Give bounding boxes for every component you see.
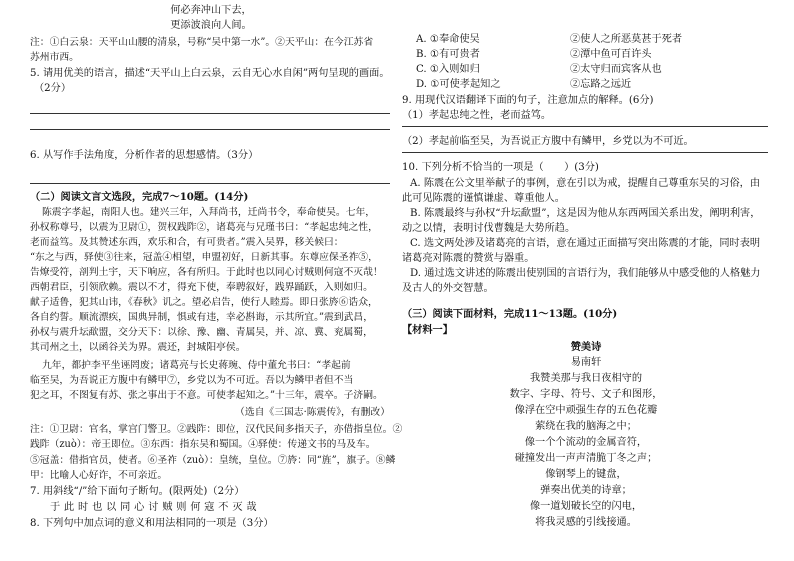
passage-line: 孙权称尊号，以震为卫尉①，贺权践阼②，诸葛亮与兄瑾书曰：“孝起忠纯之性， xyxy=(30,222,378,233)
poem-line: 数字、字母、符号、文子和图形， xyxy=(509,389,663,400)
poem-author: 易南轩 xyxy=(570,357,602,368)
answer-line[interactable] xyxy=(402,126,768,127)
passage-line: 孙权与震升坛歃盟，交分天下：以徐、豫、幽、青属吴，并、凉、冀、兖属蜀， xyxy=(30,327,373,338)
q10-option-a-cont: 此可见陈震的谨慎谦虚、尊重他人。 xyxy=(402,193,565,204)
section-heading: （三）阅读下面材料，完成11～13题。(10分) xyxy=(402,308,618,320)
question-10: 10. 下列分析不恰当的一项是（ ）(3分) xyxy=(402,162,599,173)
poem-line: 像一个个流动的金属音符， xyxy=(524,437,648,448)
answer-line[interactable] xyxy=(30,113,390,114)
passage-line: 告燎受符，剖判土宇，天下响应，各有所归。于此时也以同心讨贼则何寇不灭哉！ xyxy=(30,267,383,278)
poem-line: 像浮在空中顽强生存的五色花瓣 xyxy=(514,405,658,416)
poem-line: 萦绕在我的脑海之中； xyxy=(535,421,637,432)
passage-line: 献子适鲁，犯其山讳，《春秋》讥之。望必启告，使行人睦焉。即日张旍⑥诰众， xyxy=(30,297,378,308)
passage-line: 其司州之土，以函谷关为界。震还，封城阳亭侯。 xyxy=(30,342,246,353)
note-line: 苏州市西。 xyxy=(30,52,79,63)
poem-line: 像一道划破长空的闪电， xyxy=(529,501,643,512)
q8-option-d-2: ②忘路之远近 xyxy=(570,79,632,90)
q8-option-a-2: ②使人之所恶莫甚于死者 xyxy=(570,34,683,45)
passage-source: （选自《三国志·陈震传》，有删改） xyxy=(235,407,390,418)
q8-option-c-1[interactable]: C. ①入则如归 xyxy=(416,64,480,75)
note-line: 注：①卫尉：官名，掌宫门警卫。②践阼：即位，汉代民间多指天子，亦借指皇位。② xyxy=(30,424,403,435)
passage-line: 陈震字孝起，南阳人也。建兴三年，入拜尚书，迁尚书令，奉命使吴。七年， xyxy=(42,207,376,218)
question-8: 8. 下列句中加点词的意义和用法相同的一项是（3分） xyxy=(30,518,274,529)
poem-line: 像钢琴上的键盘， xyxy=(545,469,627,480)
right-column xyxy=(402,0,770,561)
passage-line: “东之与西，驿使③往来，冠盖④相望，申盟初好，日新其事。东尊应保圣祚⑤， xyxy=(30,252,378,263)
passage-line: 各自约誓。顺流漂疾，国典异制，惧或有违，幸必斟诲，示其所宜。”震到武昌， xyxy=(30,312,373,323)
q10-option-b-cont: 动之以情，表明讨伐曹魏是大势所趋。 xyxy=(402,223,576,234)
passage-line: 犯之耳，不图复有苏、张之事出于不意。可使孝起知之。”十三年，震卒。子济嗣。 xyxy=(30,390,383,401)
q8-option-d-1[interactable]: D. ①可使孝起知之 xyxy=(416,79,501,90)
q10-option-b[interactable]: B. 陈震最终与孙权“升坛歃盟”，这是因为他从东西两国关系出发，阐明利害， xyxy=(410,208,761,219)
q8-option-b-1[interactable]: B. ①有可贵者 xyxy=(416,49,480,60)
passage-line: 九年，都护李平坐诬罔废；诸葛亮与长史蒋琬、侍中董允书曰：“孝起前 xyxy=(42,360,351,371)
poem-line: 将我灵感的引线接通。 xyxy=(535,517,637,528)
q10-option-c[interactable]: C. 选文两处涉及诸葛亮的言语，意在通过正面描写突出陈震的才能，同时表明 xyxy=(410,238,761,249)
note-line: 甲：比喻人心好诈，不可亲近。 xyxy=(30,470,168,481)
question-9-1: （1）孝起忠纯之性，老而益笃。 xyxy=(402,110,552,121)
question-7-sentence[interactable]: 于 此 时 也 以 同 心 讨 贼 则 何 寇 不 灭 哉 xyxy=(50,502,257,513)
note-line: 践阼（zuò）：帝王即位。③东西：指东吴和蜀国。④驿使：传递文书的马及车。 xyxy=(30,439,376,450)
note-line: 注：①白云泉：天平山山腰的清泉，号称“吴中第一水”。②天平山：在今江苏省 xyxy=(30,37,374,48)
question-9-2: （2）孝起前临至吴，为吾说正方腹中有鳞甲，乡党以为不可近。 xyxy=(402,136,694,147)
answer-line[interactable] xyxy=(402,152,768,153)
left-column xyxy=(30,0,403,561)
q10-option-c-cont: 诸葛亮对陈震的赞赏与器重。 xyxy=(402,253,535,264)
question-5: 5. 请用优美的语言，描述“天平山上白云泉，云自无心水自闲”两句呈现的画面。 xyxy=(30,68,390,79)
q8-option-c-2: ②太守归而宾客从也 xyxy=(570,64,662,75)
passage-line: 老而益笃。及其赞述东西，欢乐和合，有可贵者。”震入吴界，移关候曰： xyxy=(30,237,344,248)
poem-line: 更添波浪向人间。 xyxy=(170,20,252,31)
material-label: 【材料一】 xyxy=(402,324,453,336)
passage-line: 临至吴，为吾说正方腹中有鳞甲⑦，乡党以为不可近。吾以为鳞甲者但不当 xyxy=(30,375,354,386)
q10-option-d-cont: 及古人的外交智慧。 xyxy=(402,283,494,294)
note-line: ⑤冠盖：借指官员，使者。⑥圣祚（zuò）：皇统，皇位。⑦旍：同“旌”，旗子。⑧鳞 xyxy=(30,455,396,466)
poem-line: 弹奏出优美的诗章； xyxy=(540,485,632,496)
answer-line[interactable] xyxy=(30,183,390,184)
question-7: 7. 用斜线“/”给下面句子断句。(限两处)（2分） xyxy=(30,486,245,497)
poem-title: 赞美诗 xyxy=(570,341,602,353)
question-6: 6. 从写作手法角度，分析作者的思想感情。（3分） xyxy=(30,150,259,161)
q10-option-d[interactable]: D. 通过选文讲述的陈震出使别国的言语行为，我们能够从中感受他的人格魅力 xyxy=(410,268,761,279)
q8-option-b-2: ②潭中鱼可百许头 xyxy=(570,49,652,60)
poem-line: 我赞美那与我日夜相守的 xyxy=(529,373,643,384)
question-9: 9. 用现代汉语翻译下面的句子，注意加点的解释。(6分) xyxy=(402,95,654,106)
question-5-score: （2分） xyxy=(34,83,72,94)
q8-option-a-1[interactable]: A. ①奉命使吴 xyxy=(416,34,480,45)
poem-line: 何必奔冲山下去， xyxy=(170,5,252,16)
answer-line[interactable] xyxy=(30,129,390,130)
section-heading: （二）阅读文言文选段，完成7～10题。(14分) xyxy=(30,191,249,203)
poem-line: 碰撞发出一声声清脆丁冬之声； xyxy=(514,453,658,464)
q10-option-a[interactable]: A. 陈震在公文里举献子的事例，意在引以为戒，提醒自己尊重东吴的习俗，由 xyxy=(410,178,761,189)
passage-line: 西朝君臣，引领欣赖。震以不才，得充下使，奉聘叙好，践界踊跃，入则如归。 xyxy=(30,282,373,293)
